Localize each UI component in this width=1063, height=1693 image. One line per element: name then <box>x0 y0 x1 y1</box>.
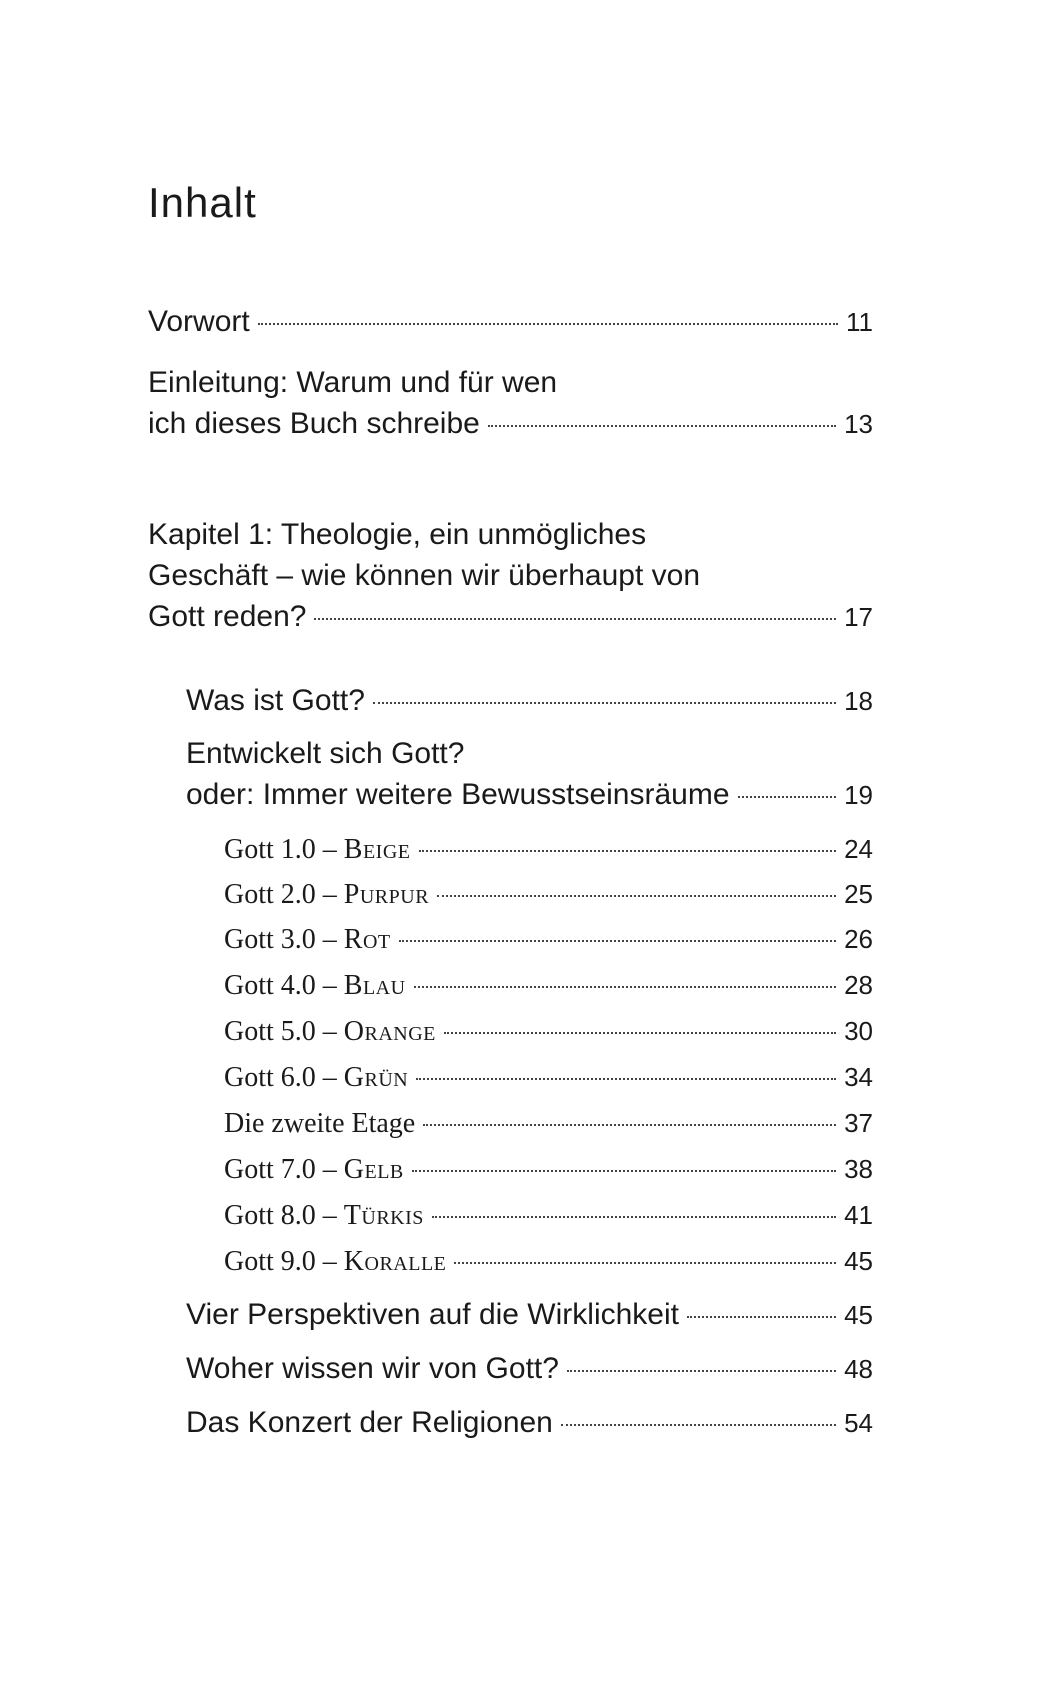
toc-entry-color: Rot <box>343 924 391 955</box>
toc-entry-title-line: Entwickelt sich Gott? <box>186 737 465 770</box>
toc-entry-title: Gott reden? <box>148 600 307 633</box>
dot-leader <box>314 618 836 620</box>
dot-leader <box>423 1124 836 1126</box>
toc-entry-gott-1[interactable] <box>224 831 873 868</box>
toc-entry-title: Was ist Gott? <box>186 684 365 717</box>
toc-entry-color: Purpur <box>343 879 430 910</box>
dot-leader <box>412 1170 836 1172</box>
toc-entry-prefix: Gott 4.0 – <box>224 970 344 1001</box>
toc-entry-prefix: Gott 1.0 – <box>224 834 344 865</box>
toc-page-number: 19 <box>844 780 873 810</box>
toc-page-number: 18 <box>844 686 873 716</box>
toc-entry-prefix: Gott 8.0 – <box>224 1200 344 1231</box>
toc-page-number: 25 <box>844 879 873 909</box>
toc-entry-title <box>224 922 391 958</box>
toc-page-number: 17 <box>844 602 873 632</box>
toc-entry-color: Türkis <box>343 1200 424 1231</box>
toc-entry-color: Koralle <box>343 1246 447 1277</box>
toc-entry-title <box>224 1014 436 1050</box>
toc-entry-title: oder: Immer weitere Bewusstseinsräume <box>186 778 730 811</box>
toc-entry-gott-7[interactable] <box>224 1151 873 1188</box>
toc-page-number: 13 <box>844 409 873 439</box>
toc-entry-color: Gelb <box>343 1154 404 1185</box>
toc-entry-title: Die zweite Etage <box>224 1108 416 1139</box>
toc-entry-konzert[interactable] <box>186 1402 873 1444</box>
toc-page-number: 45 <box>844 1246 873 1276</box>
toc-entry-prefix: Gott 9.0 – <box>224 1246 344 1277</box>
page-title: Inhalt <box>148 179 257 226</box>
toc-entry-title-line: Kapitel 1: Theologie, ein unmögliches <box>148 518 647 551</box>
toc-entry-title-line: Einleitung: Warum und für wen <box>148 366 558 399</box>
dot-leader <box>687 1316 836 1318</box>
toc-entry-color: Orange <box>343 1016 436 1047</box>
toc-page-number: 30 <box>844 1016 873 1046</box>
toc-entry-entwickelt-sich-gott[interactable] <box>186 733 873 816</box>
toc-entry-title: ich dieses Buch schreibe <box>148 407 480 440</box>
toc-entry-woher-wissen[interactable] <box>186 1348 873 1390</box>
dot-leader <box>561 1424 836 1426</box>
toc-entry-title: Woher wissen wir von Gott? <box>186 1352 559 1385</box>
toc-entry-zweite-etage[interactable] <box>224 1105 873 1142</box>
toc-entry-prefix: Gott 2.0 – <box>224 879 344 910</box>
toc-page-number: 38 <box>844 1154 873 1184</box>
dot-leader <box>437 895 836 897</box>
toc-page-number: 48 <box>844 1354 873 1384</box>
toc-entry-color: Grün <box>343 1062 409 1093</box>
toc-page-number: 24 <box>844 834 873 864</box>
dot-leader <box>414 986 837 988</box>
toc-page-number: 11 <box>846 307 873 337</box>
toc-entry-title: Vorwort <box>148 305 250 338</box>
toc-entry-vorwort[interactable] <box>148 301 873 343</box>
toc-page-number: 26 <box>844 924 873 954</box>
toc-entry-einleitung[interactable] <box>148 362 873 445</box>
toc-entry-title: Vier Perspektiven auf die Wirklichkeit <box>186 1298 679 1331</box>
toc-entry-title-line: Geschäft – wie können wir überhaupt von <box>148 559 700 592</box>
toc-entry-gott-4[interactable] <box>224 967 873 1004</box>
dot-leader <box>399 940 836 942</box>
toc-entry-title <box>224 1152 404 1188</box>
toc-entry-color: Beige <box>343 834 411 865</box>
toc-entry-title <box>224 832 411 868</box>
toc-entry-title <box>224 968 406 1004</box>
dot-leader <box>432 1216 836 1218</box>
toc-entry-prefix: Gott 7.0 – <box>224 1154 344 1185</box>
toc-entry-gott-9[interactable] <box>224 1243 873 1280</box>
toc-entry-title <box>224 1060 408 1096</box>
toc-entry-color: Blau <box>343 970 406 1001</box>
toc-page-number: 54 <box>844 1408 873 1438</box>
toc-entry-gott-3[interactable] <box>224 921 873 958</box>
dot-leader <box>419 850 837 852</box>
toc-entry-title: Das Konzert der Religionen <box>186 1406 553 1439</box>
dot-leader <box>416 1078 836 1080</box>
toc-entry-vier-perspektiven[interactable] <box>186 1294 873 1336</box>
dot-leader <box>258 323 838 325</box>
toc-entry-kapitel-1[interactable] <box>148 514 873 638</box>
toc-entry-was-ist-gott[interactable] <box>186 680 873 722</box>
toc-entry-gott-2[interactable] <box>224 876 873 913</box>
toc-page-number: 34 <box>844 1062 873 1092</box>
toc-page-number: 28 <box>844 970 873 1000</box>
toc-entry-prefix: Gott 6.0 – <box>224 1062 344 1093</box>
toc-page-number: 41 <box>844 1200 873 1230</box>
toc-entry-prefix: Gott 5.0 – <box>224 1016 344 1047</box>
toc-page-number: 37 <box>844 1108 873 1138</box>
toc-entry-gott-5[interactable] <box>224 1013 873 1050</box>
dot-leader <box>567 1370 836 1372</box>
dot-leader <box>738 796 837 798</box>
toc-entry-title <box>224 877 429 913</box>
dot-leader <box>373 702 836 704</box>
toc-entry-prefix: Gott 3.0 – <box>224 924 344 955</box>
toc-entry-gott-6[interactable] <box>224 1059 873 1096</box>
dot-leader <box>454 1262 836 1264</box>
toc-entry-gott-8[interactable] <box>224 1197 873 1234</box>
toc-entry-title <box>224 1198 424 1234</box>
dot-leader <box>444 1032 836 1034</box>
toc-page-number: 45 <box>844 1300 873 1330</box>
toc-entry-title <box>224 1244 446 1280</box>
dot-leader <box>488 425 836 427</box>
